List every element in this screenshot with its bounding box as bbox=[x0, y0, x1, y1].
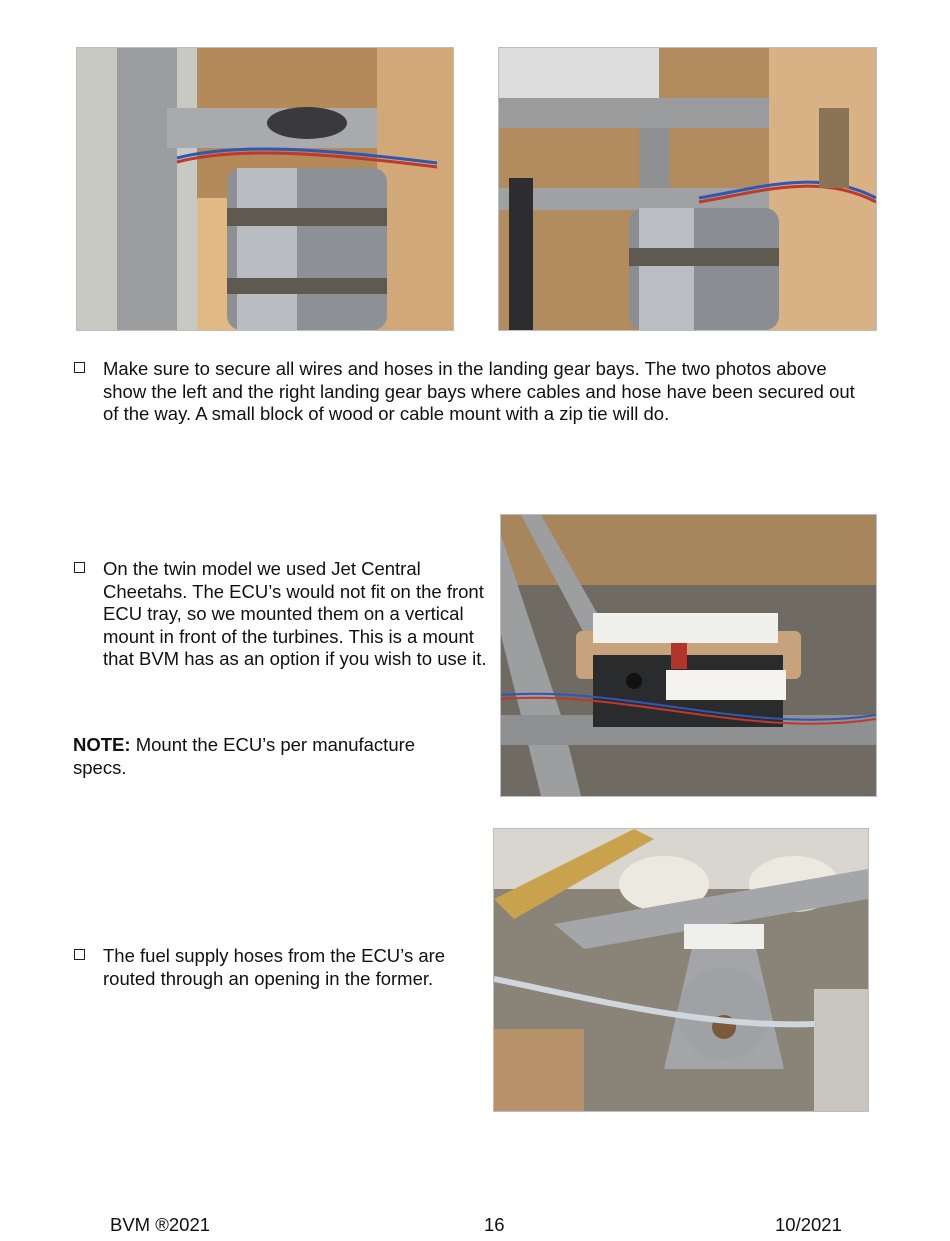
right-gear-bay-photo bbox=[498, 47, 877, 331]
fuel-hose-routing-photo bbox=[493, 828, 869, 1112]
footer-page-number: 16 bbox=[484, 1214, 505, 1235]
instruction-item-fuel-hoses bbox=[74, 945, 484, 990]
note-text: Mount the ECU’s per manufacture specs. bbox=[73, 734, 416, 778]
instruction-text: On the twin model we used Jet Central Cheetahs. The ECU’s would not fit on the front ECU tray, so we mounted them on a vertical mount in front of the turbines. This is a mount that BVM has as an option if you wish to use it. bbox=[103, 558, 487, 670]
instruction-item-ecu-mount bbox=[74, 558, 494, 671]
instruction-text: The fuel supply hoses from the ECU’s are routed through an opening in the former. bbox=[103, 945, 446, 989]
note-paragraph bbox=[73, 734, 473, 779]
footer-date: 10/2021 bbox=[775, 1214, 842, 1235]
checkbox-icon[interactable] bbox=[74, 949, 85, 960]
instruction-item-secure-wires bbox=[74, 358, 874, 426]
ecu-mount-photo bbox=[500, 514, 877, 797]
checkbox-icon[interactable] bbox=[74, 362, 85, 373]
checkbox-icon[interactable] bbox=[74, 562, 85, 573]
note-label: NOTE: bbox=[73, 734, 131, 755]
left-gear-bay-photo bbox=[76, 47, 454, 331]
footer-copyright: BVM ®2021 bbox=[110, 1214, 211, 1235]
instruction-text: Make sure to secure all wires and hoses in the landing gear bays. The two photos above show the left and the right landing gear bays where cables and hose have been secured out of the way. A small block of wood or cable mount with a zip tie will do. bbox=[103, 358, 855, 425]
